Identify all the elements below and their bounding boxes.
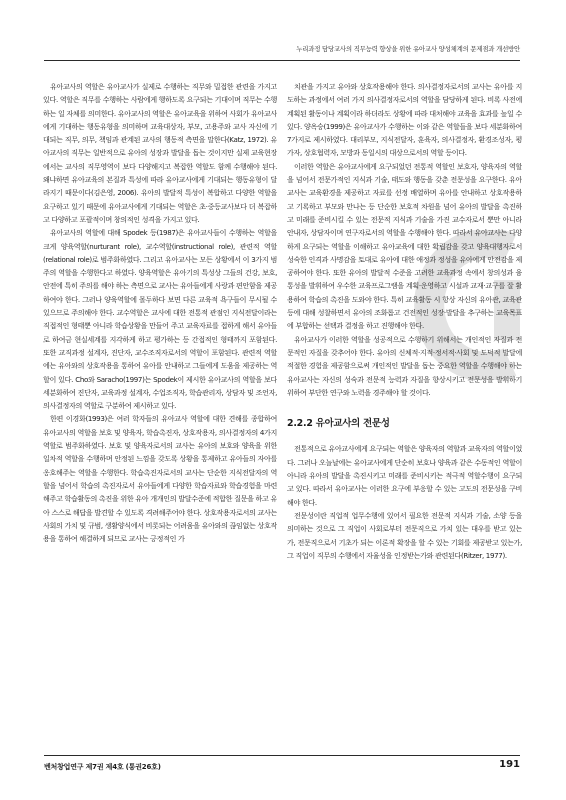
body-paragraph: 유아교사의 역할은 유아교사가 실제로 수행하는 직무와 밀접한 관련을 가지고 있다. 역할은 직무를 수행하는 사람에게 행하도록 요구되는 기대이며 직무는 수행하는 일 자체를 의미한다. 유아교사의 역할은 유아교육을 위하여 사회가 유아교사에게 기대하는 행동유형을 의미하며 교육대상자, 부모, 고용주와 교사 자신에 기대되는 직무, 의무, 책임과 관계된 교사의 행동적 측면을 말한다(Katz, 1972). 유아교사의 직무는 일반적으로 유아의 성장과 발달을 돕는 것이지만 실제 교육현장에서는 교사의 직무영역이 보다 다양해지고 복잡한 역할도 함께 수행해야 된다. 왜냐하면 유아교육의 본질과 특성에 따라 유아교사에게 기대되는 행동유형이 달라지기 때문이다(김은영, 2006). 유아의 발달적 특성이 복합하고 다양한 역할을 요구하고 있기 때문에 유아교사에게 기대되는 역할은 초·중등교사보다 더 복잡하고 다양하고 포괄적이며 창의적인 성격을 가지고 있다. — [43, 82, 277, 224]
footer-rule — [44, 755, 520, 757]
body-paragraph: 유아교사의 역할에 대해 Spodek 등(1987)은 유아교사들이 수행하는 역할을 크게 양육역할(nurturant role), 교수역할(instructional role), 관련적 역할(relational role)로 범주화하였다. 그리고 유아교사는 모든 상황에서 이 3가지 범주의 역할을 수행한다고 하였다. 양육역할은 유아기의 특성상 그들의 건강, 보호, 안전에 특히 주의를 해야 하는 측면으로 교사는 유아들에게 사랑과 편안함을 제공하여야 한다. 그러나 양육역할에 몰두하다 보면 다른 교육적 욕구들이 무시될 수 있으므로 주의해야 한다. 교수역할은 교사에 대한 전통적 관점인 지식전달이라는 직접적인 형태뿐 아니라 학습상황을 만들어 주고 교육자료를 접하게 해서 유아들로 하여금 현실세계를 지각하게 하고 평가하는 등 간접적인 형태까지 포함된다. 또한 교직과정 설계자, 진단자, 교수조직자로서의 역할이 포함된다. 관련적 역할에는 유아와의 상호작용을 통하여 유아를 안내하고 그들에게 도움을 제공하는 역할이 있다. Cho와 Saracho(1997)는 Spodek이 제시한 유아교사의 역할을 보다 세분화하여 진단자, 교육과정 설계자, 수업조직자, 학습관리자, 상담자 및 조언자, 의사결정자의 역할로 구분하여 제시하고 있다. — [43, 228, 277, 411]
journal-info: 벤처창업연구 제7권 제4호 (통권26호) — [44, 763, 161, 771]
body-paragraph: 전문성이란 직업적 업무수행에 있어서 필요한 전문적 지식과 기술, 소양 등을 의미하는 것으로 그 직업이 사회로부터 전문직으로 가치 있는 대우를 받고 있는가, 전문직으로서 기초가 되는 이론적 확장을 할 수 있는 기회를 제공받고 있는가, 그 직업이 직무의 수행에서 자율성을 인정받는가와 관련된다(Ritzer, 1977). — [287, 510, 522, 560]
running-head: 누리과정 담당교사의 직무능력 향상을 위한 유아교사 양성체계의 문제점과 개선방안 — [296, 45, 520, 53]
body-paragraph: 치관을 가지고 유아와 상호작용해야 한다. 의사결정자로서의 교사는 유아를 지도하는 과정에서 여러 가지 의사결정자로서의 역할을 담당하게 된다. 비록 사전에 계획된 활동이나 계획이라 하더라도 상황에 따라 대처해야 교육을 효과를 높일 수 있다. 양옥승(1999)은 유아교사가 수행하는 이와 같은 역할들을 보다 세분화하여 7가지로 제시하였다. 대리부모, 지식전달자, 훈육자, 의사결정자, 환경조성자, 평가자, 상호협력자, 모방과 동일시의 대상으로서의 역할 등이다. — [287, 82, 522, 158]
body-paragraph: 전통적으로 유아교사에게 요구되는 역할은 양육자의 역할과 교육자의 역할이었다. 그러나 오늘날에는 유아교사에게 단순히 보호나 양육과 같은 수동적인 역할이 아니라 유아의 발달을 촉진시키고 미래를 준비시키는 적극적 역할수행이 요구되고 있다. 따라서 유아교사는 이러한 요구에 부응할 수 있는 고도의 전문성을 구비해야 한다. — [287, 444, 522, 507]
body-paragraph: 유아교사가 이러한 역할을 성공적으로 수행하기 위해서는 개인적인 자질과 전문적인 자질을 갖추어야 한다. 유아의 신체적·지적·정서적·사회 및 도덕적 발달에 적절한 경험을 제공함으로써 개인적인 발달을 돕는 중요한 역할을 수행해야 하는 유아교사는 자신의 성숙과 전문적 능력과 자질을 향상시키고 전문성을 발휘하기 위하여 부단한 연구와 노력을 경주해야 할 것이다. — [287, 334, 522, 397]
body-paragraph: 이러한 역할은 유아교사에게 요구되었던 전통적 역할인 보호자, 양육자의 역할을 넘어서 전문가적인 지식과 기술, 태도와 행동을 갖춘 전문성을 요구한다. 유아교사는 교육환경을 제공하고 자료를 선정 배열하며 유아를 안내하고 상호작용하고 기록하고 부모와 만나는 등 단순한 보호적 차원을 넘어 유아의 발달을 촉진하고 미래를 준비시킬 수 있는 전문적 지식과 기술을 가진 교수자로서 뿐만 아니라 안내자, 상담자이며 연구자로서의 역할을 수행해야 한다. 따라서 유아교사는 다양하게 요구되는 역할을 이해하고 유아교육에 대한 확립감을 갖고 양육대행자로서 성숙한 인격과 사명감을 토대로 유아에 대한 애정과 정성을 유아에게 안전감을 제공하여야 한다. 또한 유아의 발달적 수준을 고려한 교육과정 속에서 창의성과 융통성을 발휘하여 우수한 교육프로그램을 계획·운영하고 시설과 교재·교구를 잘 활용하여 학습의 촉진을 도와야 한다. 특히 교육활동 시 항상 자신의 유아관, 교육관 등에 대해 성찰하면서 유아의 조화롭고 건전적인 성장·발달을 추구하는 교육목표에 부합하는 선택과 결정을 하고 진행해야 한다. — [287, 161, 522, 331]
page-header — [44, 44, 520, 61]
right-column — [287, 80, 522, 740]
body-paragraph: 한편 이경화(1993)은 여러 학자들의 유아교사 역할에 대한 견해를 종합하여 유아교사의 역할을 보호 및 양육자, 학습촉진자, 상호작용자, 의사결정자의 4가지 역할로 범주화하였다. 보호 및 양육자로서의 교사는 유아의 보호와 양육을 위한 일차적 역할을 수행하며 안정된 느낌을 갖도록 상황을 통제하고 유아들의 자아를 옹호해주는 역할을 수행한다. 학습촉진자로서의 교사는 단순한 지식전달자의 역할을 넘어서 학습의 촉진자로서 유아들에게 다양한 학습자료와 학습경험을 마련해주고 학습활동의 촉진을 위한 유아 개개인의 발달수준에 적합한 질문을 하고 유아 스스로 해답을 발견할 수 있도록 격려해주어야 한다. 상호작용자로서의 교사는 사회의 가치 및 규범, 생활양식에서 비롯되는 어려움을 유아와의 끊임없는 상호작용을 통하여 해결하게 되므로 교사는 긍정적인 가 — [43, 414, 277, 544]
left-column — [43, 80, 277, 740]
section-heading: 2.2.2 유아교사의 전문성 — [287, 418, 390, 430]
page-number: 191 — [499, 759, 520, 770]
